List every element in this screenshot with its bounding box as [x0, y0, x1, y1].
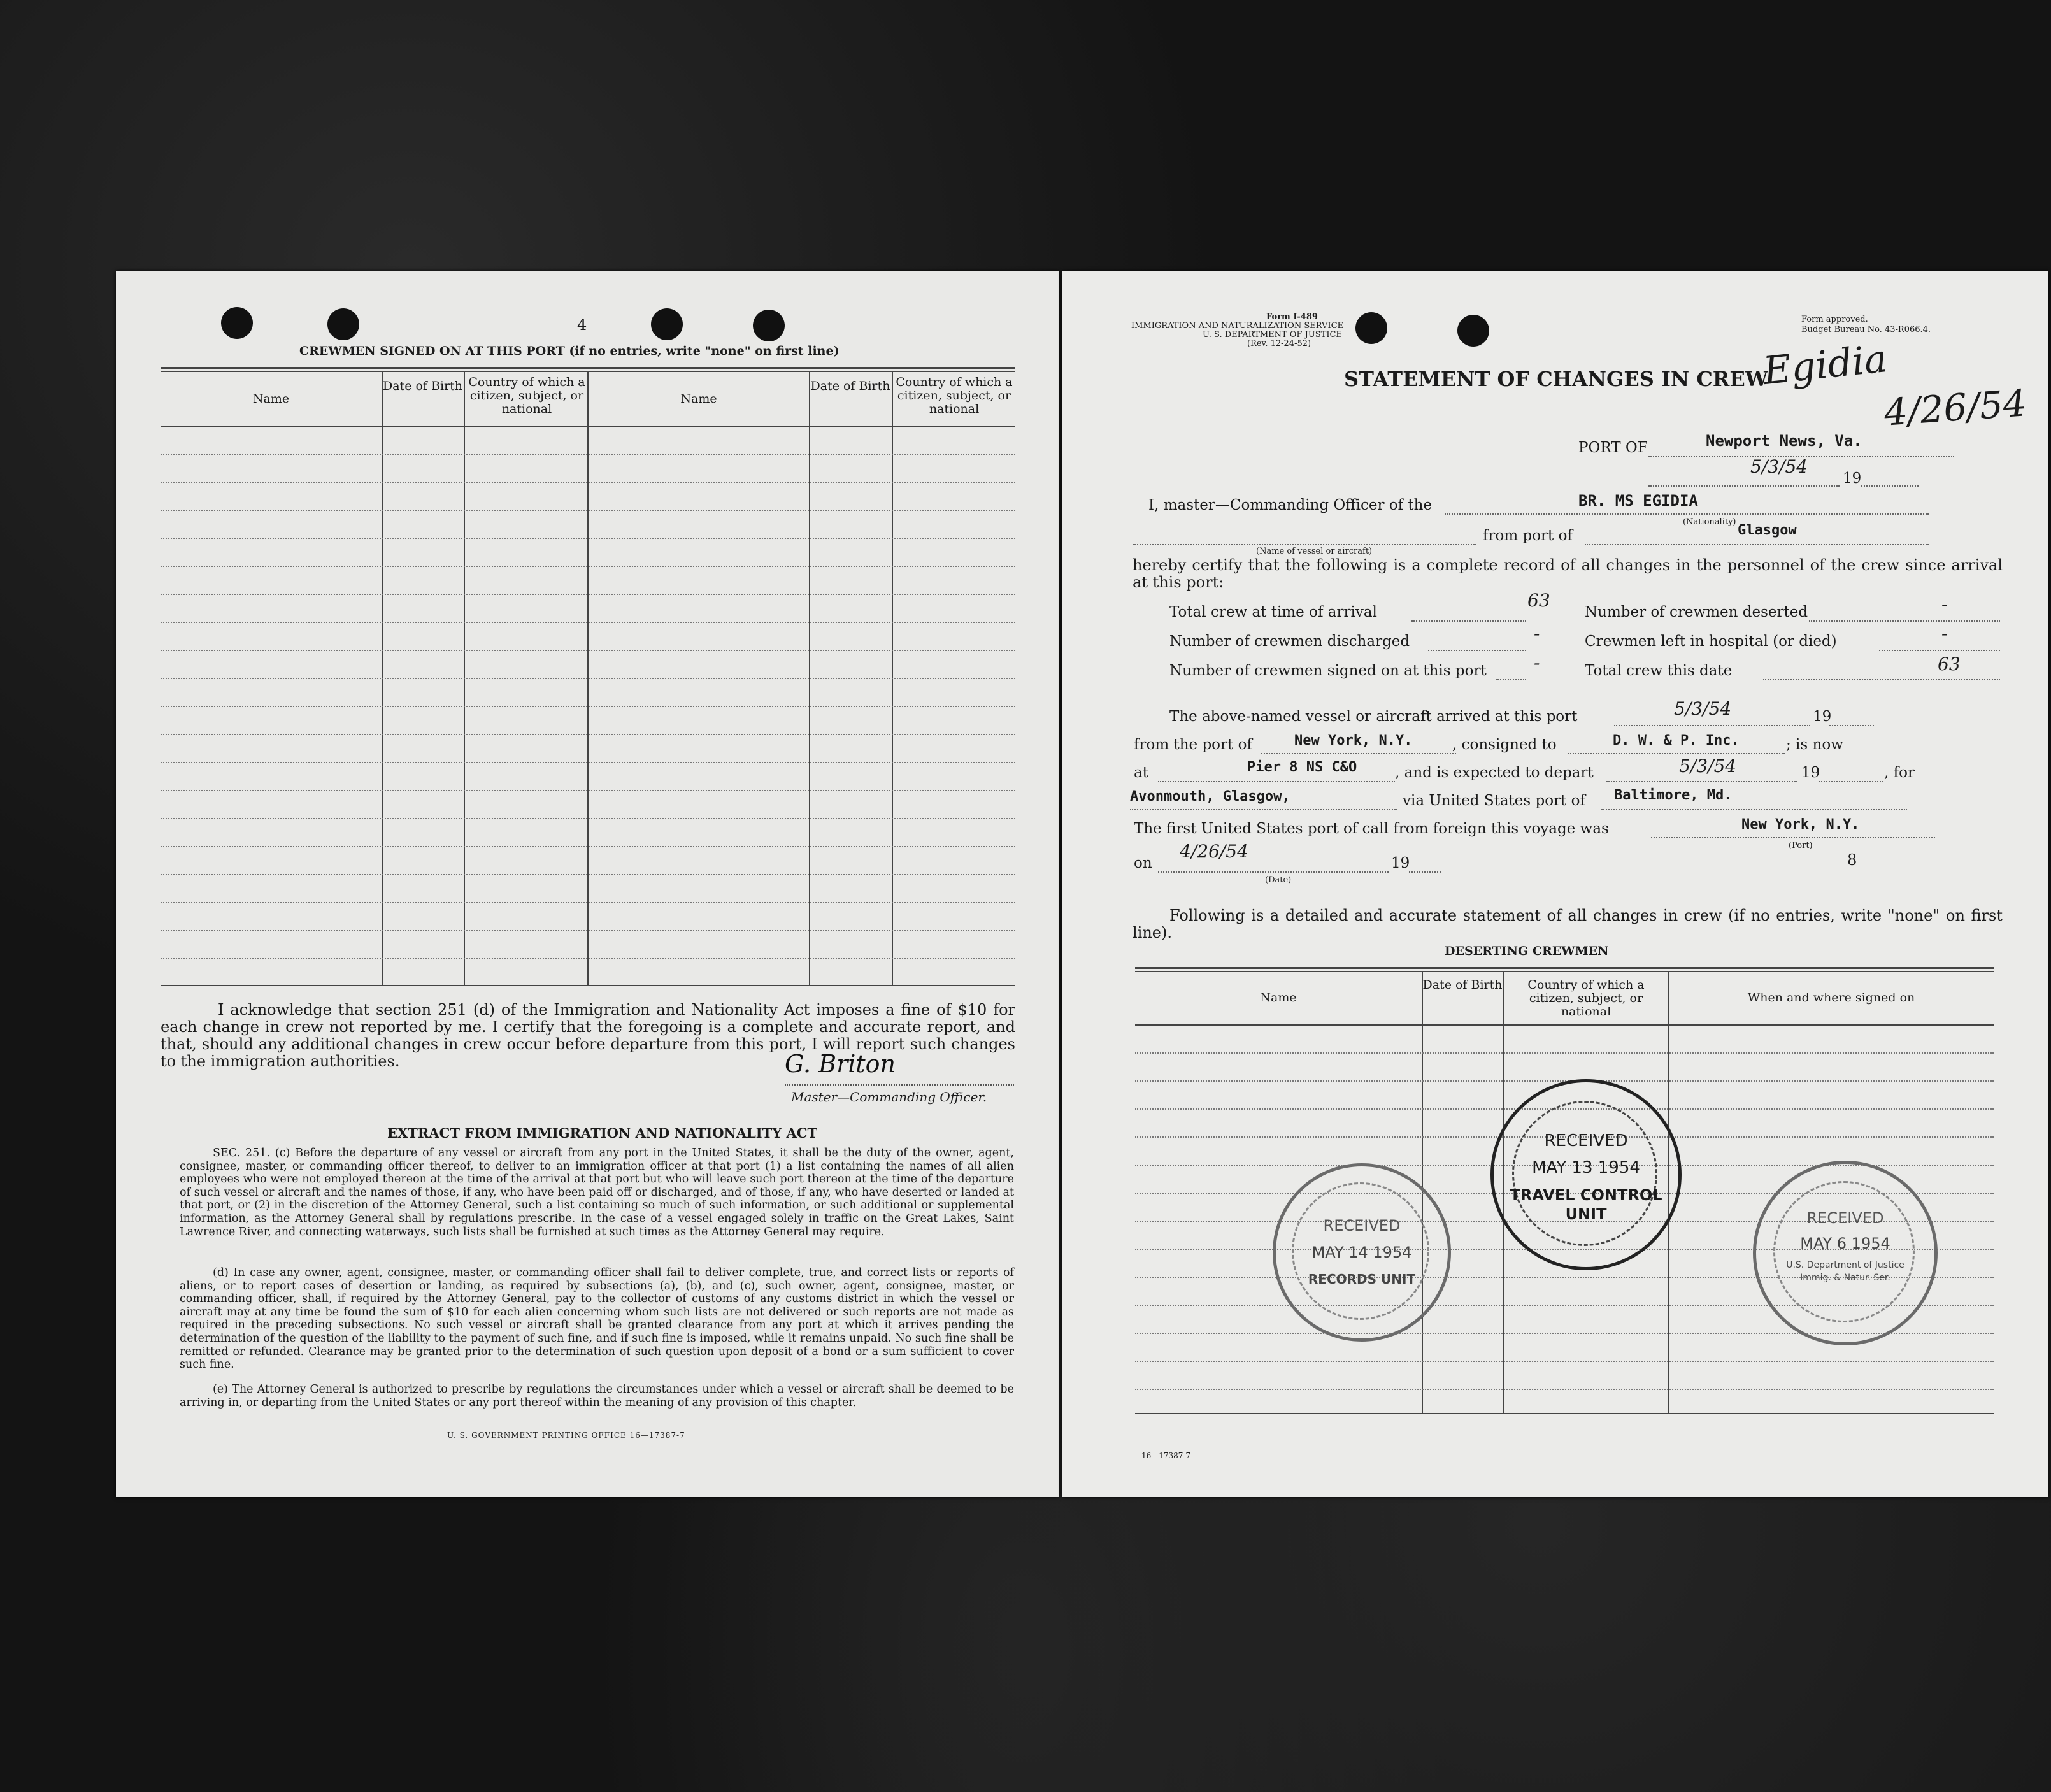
count-label-signed-on: Number of crewmen signed on at this port — [1169, 663, 1487, 679]
master-line: I, master—Commanding Officer of the — [1148, 497, 1433, 513]
vessel-name-line — [1133, 544, 1476, 545]
deserting-header-date-of-birth: Date of Birth — [1422, 978, 1503, 992]
count-label-total-this-date: Total crew this date — [1585, 663, 1733, 679]
date-caption: (Date) — [1265, 875, 1292, 885]
count-value-deserted: - — [1941, 594, 1948, 615]
stamp-received: RECEIVED — [1323, 1217, 1401, 1235]
via-line — [1601, 809, 1907, 810]
destination-value: Avonmouth, Glasgow, — [1130, 789, 1290, 805]
at-line — [1158, 781, 1395, 782]
handwritten-vessel-name: Egidia — [1761, 336, 1889, 394]
arrived-label: The above-named vessel or aircraft arrived at this port — [1169, 708, 1578, 725]
stamp-received: RECEIVED — [1806, 1209, 1884, 1227]
stamp-date: MAY 14 1954 — [1311, 1244, 1412, 1261]
vessel-value: BR. MS EGIDIA — [1578, 492, 1698, 510]
footer-code: 16—17387-7 — [1141, 1451, 1191, 1460]
from-port-line — [1585, 544, 1929, 545]
table-row-rule — [161, 958, 1015, 959]
received-stamp-travel-control — [1490, 1079, 1682, 1270]
column-header-name-2: Name — [680, 392, 717, 406]
table-bottom-rule — [161, 985, 1015, 986]
approval-line-1: Form approved. — [1801, 315, 1868, 324]
table-row-rule — [161, 566, 1015, 567]
agency-line-1: IMMIGRATION AND NATURALIZATION SERVICE — [1131, 321, 1344, 331]
punch-hole — [1355, 312, 1387, 344]
arrived-line — [1614, 725, 1810, 726]
depart-line — [1606, 781, 1797, 782]
deserting-header-rule — [1135, 1024, 1994, 1026]
via-label: via United States port of — [1403, 792, 1585, 809]
count-label-total-arrival: Total crew at time of arrival — [1169, 604, 1377, 620]
printer-line: U. S. GOVERNMENT PRINTING OFFICE 16—17387-7 — [447, 1431, 685, 1440]
year-prefix: 19 — [1843, 470, 1862, 487]
column-header-country: Country of which a citizen, subject, or national — [468, 375, 585, 416]
consigned-label: , consigned to — [1452, 736, 1557, 753]
first-port-line — [1651, 837, 1935, 838]
consigned-line — [1568, 753, 1785, 754]
form-number: Form I-489 — [1266, 312, 1318, 322]
year-line — [1409, 871, 1441, 873]
at-value: Pier 8 NS C&O — [1247, 759, 1357, 775]
punch-hole — [327, 308, 359, 340]
year-line — [1829, 725, 1874, 726]
on-year: 19 — [1391, 855, 1410, 871]
stamp-unit-2: Immig. & Natur. Ser. — [1800, 1273, 1890, 1283]
table-row-rule — [161, 482, 1015, 483]
count-line — [1879, 650, 2000, 651]
count-value-total-arrival: 63 — [1527, 590, 1550, 611]
year-line — [1861, 485, 1919, 487]
table-row-rule — [1135, 1052, 1994, 1054]
extract-title: EXTRACT FROM IMMIGRATION AND NATIONALITY ACT — [387, 1125, 818, 1141]
form-revision: (Rev. 12-24-52) — [1247, 339, 1311, 348]
table-row-rule — [161, 762, 1015, 763]
table-row-rule — [161, 902, 1015, 903]
depart-year: 19 — [1801, 764, 1820, 781]
deserting-crewmen-title: DESERTING CREWMEN — [1445, 944, 1609, 958]
table-row-rule — [161, 622, 1015, 623]
punch-hole — [651, 308, 683, 340]
signature-caption: Master—Commanding Officer. — [791, 1089, 987, 1105]
table-row-rule — [161, 846, 1015, 847]
consigned-value: D. W. & P. Inc. — [1613, 733, 1740, 749]
on-label: on — [1134, 855, 1152, 871]
count-line — [1411, 620, 1526, 622]
count-value-total-this-date: 63 — [1938, 654, 1961, 675]
certify-text: hereby certify that the following is a complete record of all changes in the personnel of the crew since arrival at this port: — [1133, 556, 2003, 591]
crewmen-signed-on-title: CREWMEN SIGNED ON AT THIS PORT (if no entries, write "none" on first line) — [299, 344, 840, 358]
deserting-table-top — [1135, 967, 1994, 969]
extract-section-c: SEC. 251. (c) Before the departure of any vessel or aircraft from any port in the United States, it shall be the duty of the owner, agent, consignee, master, or commanding officer thereof, to deliver to an immigration officer at that port (1) a list containing the names of all alien employees who were not employed thereon at the time of the arrival at that port but who will leave such port thereon at the time of the departure of such vessel or aircraft and the names of those, if any, who have been paid off or discharged, and of those, if any, who have deserted or landed at that port, or (2) in the discretion of the Attorney General, such a list containing so much of such information, or such additional or supplemental information, as the Attorney General shall by regulations prescribe. In the case of a vessel engaged solely in traffic on the Great Lakes, Saint Lawrence River, and connecting waterways, such lists shall be furnished at such times as the Attorney General may require. — [180, 1147, 1014, 1238]
table-row-rule — [161, 790, 1015, 791]
at-label: at — [1134, 764, 1148, 781]
count-value-signed-on: - — [1534, 652, 1540, 673]
form-title: STATEMENT OF CHANGES IN CREW — [1344, 367, 1768, 391]
deserting-header-country: Country of which a citizen, subject, or national — [1527, 978, 1645, 1019]
count-line — [1428, 650, 1526, 651]
column-header-date-of-birth-2: Date of Birth — [810, 379, 890, 393]
port-of-label: PORT OF — [1578, 440, 1648, 456]
deserting-header-signed-on: When and where signed on — [1747, 991, 1915, 1005]
master-signature: G. Briton — [785, 1050, 896, 1078]
table-row-rule — [161, 650, 1015, 651]
agency-line-2: U. S. DEPARTMENT OF JUSTICE — [1203, 330, 1342, 340]
stamp-received: RECEIVED — [1544, 1131, 1628, 1150]
first-port-value: New York, N.Y. — [1741, 817, 1860, 833]
first-port-label: The first United States port of call from foreign this voyage was — [1134, 821, 1609, 837]
via-value: Baltimore, Md. — [1614, 787, 1733, 803]
signature-line — [785, 1084, 1014, 1086]
received-stamp-records-unit — [1273, 1163, 1451, 1342]
date-line — [1648, 485, 1840, 487]
vessel-line — [1445, 513, 1929, 515]
arrived-year: 19 — [1813, 708, 1832, 725]
stamp-unit: RECORDS UNIT — [1308, 1272, 1416, 1287]
following-text: Following is a detailed and accurate statement of all changes in crew (if no entries, write "none" on first line). — [1133, 907, 2003, 942]
page-number: 4 — [577, 316, 587, 334]
count-line — [1496, 679, 1526, 680]
count-label-deserted: Number of crewmen deserted — [1585, 604, 1808, 620]
column-header-country-2: Country of which a citizen, subject, or national — [896, 375, 1013, 416]
vessel-caption: (Name of vessel or aircraft) — [1256, 547, 1373, 556]
from-port-value: Glasgow — [1738, 522, 1797, 538]
table-row-rule — [161, 678, 1015, 679]
stamp-unit: TRAVEL CONTROL — [1510, 1186, 1662, 1204]
from-port-label: from port of — [1483, 527, 1573, 544]
year-line — [1819, 781, 1883, 782]
table-top-rule — [161, 367, 1015, 369]
table-row-rule — [161, 734, 1015, 735]
deserting-header-name: Name — [1260, 991, 1297, 1005]
count-line — [1763, 679, 2000, 680]
port-of-value: Newport News, Va. — [1706, 432, 1862, 450]
report-date: 5/3/54 — [1750, 456, 1808, 477]
handwritten-date: 4/26/54 — [1882, 381, 2028, 434]
table-row-rule — [161, 874, 1015, 875]
depart-value: 5/3/54 — [1679, 756, 1737, 777]
count-number: 8 — [1847, 851, 1857, 869]
is-now-label: ; is now — [1786, 736, 1843, 753]
count-value-discharged: - — [1534, 623, 1540, 644]
destination-line — [1130, 809, 1397, 810]
deserting-table-bottom — [1135, 1413, 1994, 1414]
acknowledgment-text: I acknowledge that section 251 (d) of the Immigration and Nationality Act imposes a fine of $10 for each change in crew not reported by me. I certify that the foregoing is a complete and accurate report, and that, should any additional changes in crew occur before departure from this port, I will report such changes to the immigration authorities. — [161, 1001, 1015, 1070]
punch-hole — [1457, 315, 1489, 347]
column-header-date-of-birth: Date of Birth — [383, 379, 462, 393]
count-value-hospital: - — [1941, 623, 1948, 644]
stamp-unit-2: UNIT — [1565, 1205, 1607, 1223]
on-value: 4/26/54 — [1180, 841, 1248, 862]
from-port-of-label: from the port of — [1134, 736, 1252, 753]
received-stamp-justice — [1753, 1161, 1944, 1345]
table-row-rule — [1135, 1389, 1994, 1390]
for-label: , for — [1884, 764, 1915, 781]
count-label-discharged: Number of crewmen discharged — [1169, 633, 1410, 650]
punch-hole — [221, 307, 253, 339]
table-row-rule — [161, 818, 1015, 819]
left-page — [116, 271, 1059, 1497]
from-port-of-line — [1261, 753, 1456, 754]
table-row-rule — [161, 510, 1015, 511]
punch-hole — [753, 310, 785, 341]
table-row-rule — [161, 538, 1015, 539]
extract-section-e: (e) The Attorney General is authorized to prescribe by regulations the circumstances under which a vessel or aircraft shall be deemed to be arriving in, or departing from the United States or any port thereof within the meaning of any provision of this chapter. — [180, 1383, 1014, 1409]
from-port-of-value: New York, N.Y. — [1294, 733, 1413, 749]
column-header-name: Name — [252, 392, 290, 406]
count-line — [1809, 620, 2000, 622]
nationality-caption: (Nationality) — [1683, 517, 1736, 527]
table-row-rule — [161, 594, 1015, 595]
right-page — [1062, 271, 2048, 1497]
stamp-unit: U.S. Department of Justice — [1786, 1260, 1904, 1270]
on-line — [1158, 871, 1389, 873]
table-row-rule — [161, 454, 1015, 455]
table-row-rule — [161, 706, 1015, 707]
stamp-date: MAY 6 1954 — [1800, 1235, 1890, 1252]
table-row-rule — [1135, 1361, 1994, 1362]
stamp-date: MAY 13 1954 — [1532, 1158, 1640, 1177]
approval-line-2: Budget Bureau No. 43-R066.4. — [1801, 325, 1931, 334]
port-caption: (Port) — [1789, 841, 1813, 850]
table-row-rule — [161, 930, 1015, 931]
count-label-hospital: Crewmen left in hospital (or died) — [1585, 633, 1837, 650]
arrived-value: 5/3/54 — [1674, 698, 1732, 719]
expected-label: , and is expected to depart — [1395, 764, 1594, 781]
deserting-table-top-2 — [1135, 971, 1994, 972]
extract-section-d: (d) In case any owner, agent, consignee, master, or commanding officer shall fail to deliver complete, true, and correct lists or reports of aliens, or to report cases of desertion or landing, as required by subsections (a), (b), and (c), such owner, agent, consignee, master, or commanding officer, shall, if required by the Attorney General, pay to the collector of customs of any customs district in which the vessel or aircraft may at any time be found the sum of $10 for each alien concerning whom such lists are not delivered or such reports are not made as required in the preceding subsections. No such vessel or aircraft shall be granted clearance from any port at which it arrives pending the determination of the question of the liability to the payment of such fine, and if such fine is imposed, while it remains unpaid. No such fine shall be remitted or refunded. Clearance may be granted prior to the determination of such question upon deposit of a bond or a sum sufficient to cover such fine. — [180, 1266, 1014, 1372]
